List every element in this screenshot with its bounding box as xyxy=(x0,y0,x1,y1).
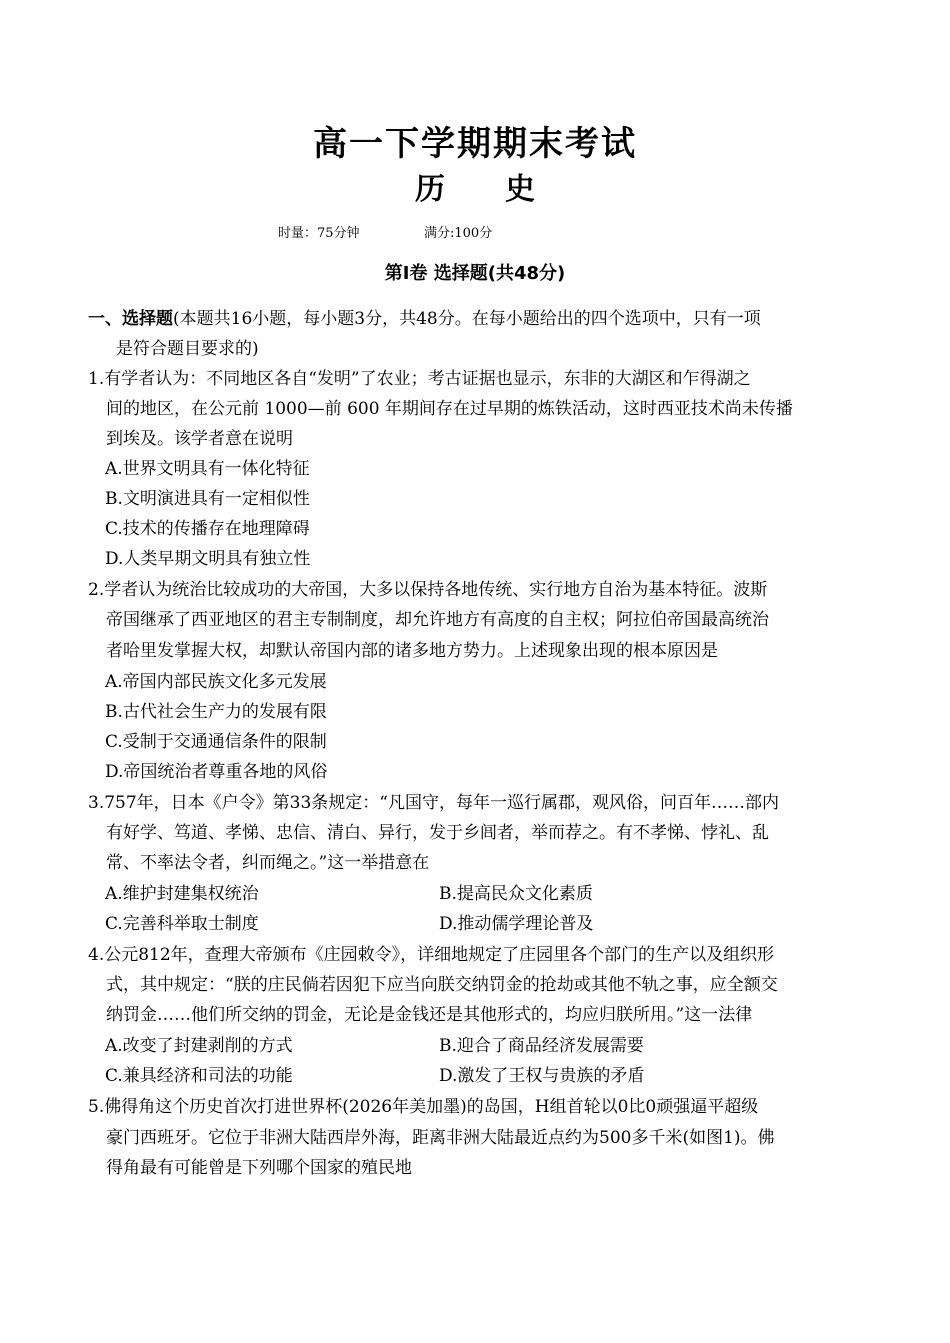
question-2-line: 者哈里发掌握大权，却默认帝国内部的诸多地方势力。上述现象出现的根本原因是 xyxy=(106,641,718,661)
question-2-option-a: A.帝国内部民族文化多元发展 xyxy=(105,672,327,692)
question-5-line: 得角最有可能曾是下列哪个国家的殖民地 xyxy=(106,1158,412,1178)
question-2-option-c: C.受制于交通通信条件的限制 xyxy=(105,732,327,752)
question-1-line: 到埃及。该学者意在说明 xyxy=(106,429,293,449)
question-1-line: 1.有学者认为：不同地区各自“发明”了农业；考古证据也显示，东非的大湖区和乍得湖之 xyxy=(88,369,751,389)
question-1-option-c: C.技术的传播存在地理障碍 xyxy=(105,519,310,539)
instructions-continuation: 是符合题目要求的) xyxy=(116,339,259,359)
question-5-line: 豪门西班牙。它位于非洲大陆西岸外海，距离非洲大陆最近点约为500多千米(如图1)。佛 xyxy=(106,1128,775,1148)
instructions-text: (本题共16小题，每小题3分，共48分。在每小题给出的四个选项中，只有一项 xyxy=(173,309,761,329)
question-4-option-c: C.兼具经济和司法的功能 xyxy=(105,1066,293,1086)
part-label: 一、选择题 xyxy=(88,309,173,329)
question-4-line: 纳罚金……他们所交纳的罚金，无论是金钱还是其他形式的，均应归朕所用。”这一法律 xyxy=(106,1005,753,1025)
question-4-line: 4.公元812年，查理大帝颁布《庄园敕令》，详细地规定了庄园里各个部门的生产以及组织形 xyxy=(88,945,775,965)
question-3-line: 常、不率法令者，纠而绳之。”这一举措意在 xyxy=(106,853,430,873)
exam-duration: 时量：75分钟 xyxy=(278,226,360,241)
question-3-option-d: D.推动儒学理论普及 xyxy=(439,914,594,934)
question-2-option-b: B.古代社会生产力的发展有限 xyxy=(105,702,327,722)
question-1-line: 间的地区，在公元前 1000—前 600 年期间存在过早期的炼铁活动，这时西亚技术尚未传播 xyxy=(106,399,793,419)
section-title: 第Ⅰ卷 选择题(共48分) xyxy=(384,263,566,284)
question-2-option-d: D.帝国统治者尊重各地的风俗 xyxy=(105,762,328,782)
question-4-option-d: D.激发了王权与贵族的矛盾 xyxy=(439,1066,645,1086)
question-1-option-a: A.世界文明具有一体化特征 xyxy=(105,459,310,479)
question-4-line: 式，其中规定：“朕的庄民倘若因犯下应当向朕交纳罚金的抢劫或其他不轨之事，应全额交 xyxy=(106,975,778,995)
question-4-option-b: B.迎合了商品经济发展需要 xyxy=(439,1036,644,1056)
section-instructions xyxy=(88,309,761,329)
question-4-option-a: A.改变了封建剥削的方式 xyxy=(105,1036,293,1056)
exam-full-score: 满分:100分 xyxy=(424,226,493,241)
subject-title: 历 史 xyxy=(415,172,535,207)
question-2-line: 2.学者认为统治比较成功的大帝国，大多以保持各地传统、实行地方自治为基本特征。波斯 xyxy=(88,580,768,600)
question-3-line: 3.757年，日本《户令》第33条规定：“凡国守，每年一巡行属郡，观风俗，问百年……部内 xyxy=(88,793,779,813)
exam-title: 高一下学期期末考试 xyxy=(313,124,637,164)
question-3-line: 有好学、笃道、孝悌、忠信、清白、异行，发于乡闾者，举而荐之。有不孝悌、悖礼、乱 xyxy=(106,823,769,843)
question-5-line: 5.佛得角这个历史首次打进世界杯(2026年美加墨)的岛国，H组首轮以0比0顽强逼平超级 xyxy=(88,1097,759,1117)
question-1-option-b: B.文明演进具有一定相似性 xyxy=(105,489,310,509)
question-1-option-d: D.人类早期文明具有独立性 xyxy=(105,549,311,569)
question-2-line: 帝国继承了西亚地区的君主专制制度，却允许地方有高度的自主权；阿拉伯帝国最高统治 xyxy=(106,610,769,630)
question-3-option-a: A.维护封建集权统治 xyxy=(105,884,259,904)
question-3-option-c: C.完善科举取士制度 xyxy=(105,914,259,934)
question-3-option-b: B.提高民众文化素质 xyxy=(439,884,593,904)
